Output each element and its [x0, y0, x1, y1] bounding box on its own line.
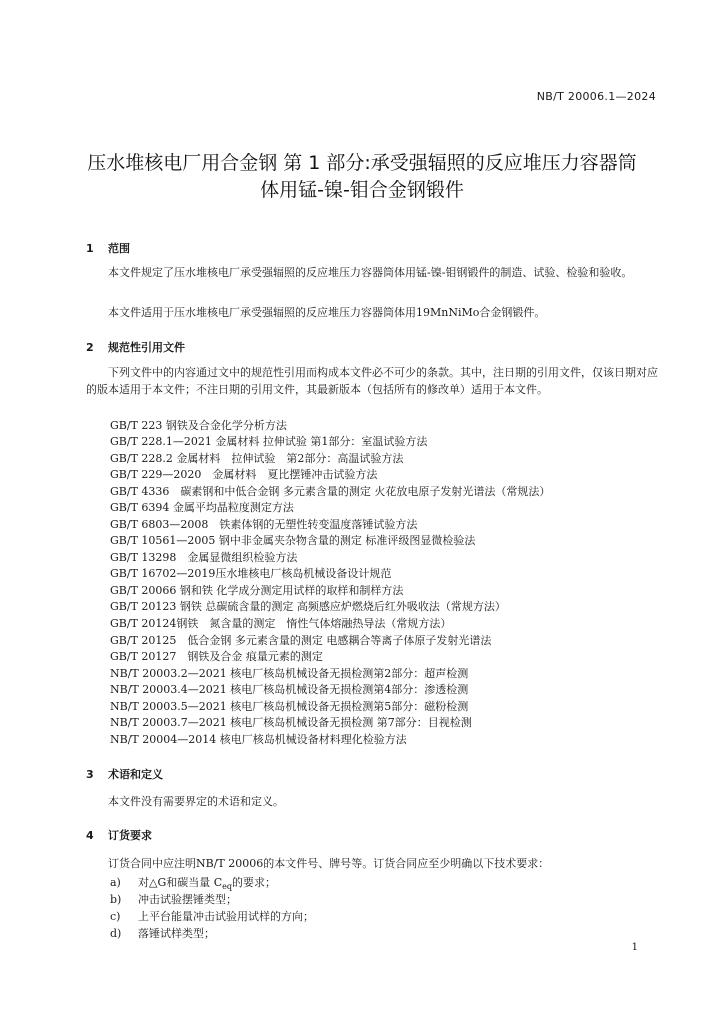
requirement-item	[110, 874, 276, 891]
reference-item: GB/T 13298 金属显微组织检验方法	[110, 551, 298, 564]
reference-item: GB/T 20125 低合金钢 多元素含量的测定 电感耦合等离子体原子发射光谱法	[110, 634, 492, 647]
section-3-paragraph: 本文件没有需要界定的术语和定义。	[108, 795, 284, 808]
requirement-item	[110, 908, 314, 924]
section-number: 1	[86, 242, 94, 255]
section-number: 3	[86, 768, 94, 781]
requirement-item	[110, 925, 215, 941]
section-title: 范围	[108, 242, 130, 255]
standard-number: NB/T 20006.1—2024	[536, 90, 656, 103]
item-label: a)	[110, 876, 121, 889]
item-text: 落锤试样类型；	[138, 927, 215, 940]
reference-item: GB/T 20123 钢铁 总碳硫含量的测定 高频感应炉燃烧后红外吸收法（常规方法）	[110, 600, 506, 613]
document-title	[60, 150, 664, 204]
section-3-heading	[86, 766, 163, 782]
item-text-after: 的要求；	[232, 876, 277, 889]
section-number: 4	[86, 829, 94, 842]
reference-item: NB/T 20003.5—2021 核电厂核岛机械设备无损检测第5部分：磁粉检测	[110, 700, 469, 713]
section-1-paragraph-1: 本文件规定了压水堆核电厂承受强辐照的反应堆压力容器筒体用锰-镍-钼钢锻件的制造、试验、检验和验收。	[108, 266, 633, 279]
reference-item: GB/T 4336 碳素钢和中低合金钢 多元素含量的测定 火花放电原子发射光谱法（常规法）	[110, 485, 551, 498]
title-line-1: 压水堆核电厂用合金钢 第 1 部分:承受强辐照的反应堆压力容器筒	[87, 152, 637, 174]
section-2-paragraph: 下列文件中的内容通过文中的规范性引用而构成本文件必不可少的条款。其中，注日期的引用文件，仅该日期对应的版本适用于本文件；不注日期的引用文件，其最新版本（包括所有的修改单）适用于本文件。	[86, 366, 658, 396]
section-1-heading	[86, 240, 130, 256]
item-text: 冲击试验摆锤类型；	[138, 893, 237, 906]
page-number: 1	[631, 942, 638, 953]
section-title: 订货要求	[108, 829, 152, 842]
section-title: 术语和定义	[108, 768, 163, 781]
item-label: d)	[110, 927, 122, 940]
reference-item: NB/T 20004—2014 核电厂核岛机械设备材料理化检验方法	[110, 733, 407, 746]
section-title: 规范性引用文件	[108, 341, 185, 354]
reference-item: GB/T 6803—2008 铁素体钢的无塑性转变温度落锤试验方法	[110, 518, 418, 531]
reference-item: NB/T 20003.2—2021 核电厂核岛机械设备无损检测第2部分：超声检测	[110, 667, 469, 680]
reference-item: GB/T 6394 金属平均晶粒度测定方法	[110, 501, 294, 514]
item-text: 对△G和碳当量 C	[138, 876, 223, 889]
reference-item: GB/T 16702—2019压水堆核电厂核岛机械设备设计规范	[110, 567, 392, 580]
reference-item: GB/T 228.2 金属材料 拉伸试验 第2部分：高温试验方法	[110, 452, 404, 465]
section-number: 2	[86, 341, 94, 354]
title-line-2: 体用锰-镍-钼合金钢锻件	[260, 179, 464, 201]
item-subscript: eq	[222, 882, 233, 892]
section-1-paragraph-2: 本文件适用于压水堆核电厂承受强辐照的反应堆压力容器筒体用19MnNiMo合金钢锻件。	[108, 306, 546, 319]
reference-item: GB/T 20124钢铁 氮含量的测定 惰性气体熔融热导法（常规方法）	[110, 617, 452, 630]
reference-item: NB/T 20003.7—2021 核电厂核岛机械设备无损检测 第7部分：目视检测	[110, 716, 472, 729]
reference-item: GB/T 20066 钢和铁 化学成分测定用试样的取样和制样方法	[110, 584, 404, 597]
reference-item: GB/T 229—2020 金属材料 夏比摆锤冲击试验方法	[110, 468, 378, 481]
item-label: b)	[110, 893, 122, 906]
reference-item: GB/T 10561—2005 钢中非金属夹杂物含量的测定 标准评级图显微检验法	[110, 534, 476, 547]
section-2-heading	[86, 339, 185, 355]
reference-item: NB/T 20003.4—2021 核电厂核岛机械设备无损检测第4部分：渗透检测	[110, 683, 469, 696]
item-label: c)	[110, 910, 121, 923]
item-text: 上平台能量冲击试验用试样的方向；	[138, 910, 314, 923]
reference-item: GB/T 228.1—2021 金属材料 拉伸试验 第1部分：室温试验方法	[110, 435, 428, 448]
requirement-item	[110, 891, 237, 907]
reference-item: GB/T 223 钢铁及合金化学分析方法	[110, 419, 287, 432]
section-4-paragraph: 订货合同中应注明NB/T 20006的本文件号、牌号等。订货合同应至少明确以下技术要求：	[108, 857, 550, 870]
reference-item: GB/T 20127 钢铁及合金 痕量元素的测定	[110, 650, 323, 663]
section-4-heading	[86, 827, 152, 843]
